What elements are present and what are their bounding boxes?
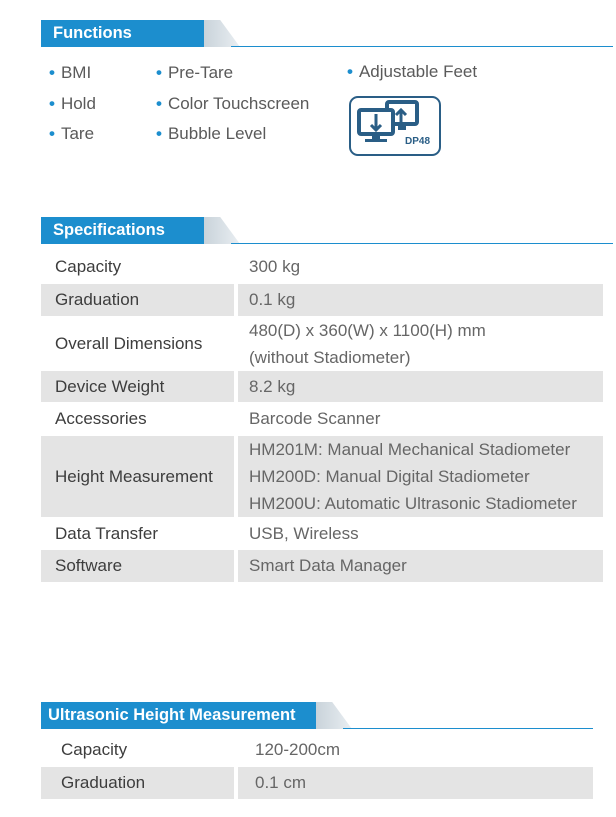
spec-value: Barcode Scanner	[249, 409, 381, 428]
ultrasonic-header	[41, 702, 593, 729]
spec-label: Height Measurement	[41, 436, 234, 517]
spec-value: 8.2 kg	[238, 371, 603, 402]
ultrasonic-row	[41, 767, 593, 799]
spec-row	[41, 250, 603, 283]
bullet-icon: •	[347, 62, 353, 81]
bullet-icon: •	[49, 94, 55, 113]
spec-row	[41, 550, 603, 582]
spec-value	[238, 317, 603, 370]
header-shade	[204, 217, 240, 244]
function-item: • BMI	[49, 63, 92, 82]
function-item: • Pre-Tare	[156, 63, 234, 82]
computer-transfer-icon	[349, 96, 441, 156]
spec-value: 0.1 cm	[238, 767, 593, 799]
bullet-icon: •	[49, 63, 55, 82]
spec-value: 300 kg	[249, 256, 301, 276]
bullet-icon: •	[156, 124, 162, 143]
spec-label: Device Weight	[41, 371, 234, 402]
badge-label: DP48	[405, 136, 431, 147]
ultrasonic-row	[41, 734, 593, 766]
specifications-title: Specifications	[41, 217, 204, 244]
spec-label: Capacity	[61, 740, 128, 759]
spec-value-line: HM200U: Automatic Ultrasonic Stadiometer	[249, 494, 577, 513]
header-shade	[316, 702, 352, 729]
spec-row	[41, 284, 603, 316]
spec-row	[41, 371, 603, 402]
bullet-icon: •	[49, 124, 55, 143]
header-rule	[343, 728, 593, 729]
header-shade	[204, 20, 240, 47]
ultrasonic-title: Ultrasonic Height Measurement	[41, 702, 316, 729]
spec-value: USB, Wireless	[249, 523, 359, 543]
function-item: • Bubble Level	[156, 124, 267, 143]
spec-value-line: HM201M: Manual Mechanical Stadiometer	[249, 440, 571, 459]
spec-row	[41, 403, 603, 435]
spec-label: Accessories	[55, 409, 147, 428]
bullet-icon: •	[156, 94, 162, 113]
spec-row	[41, 518, 603, 549]
spec-value	[238, 436, 603, 517]
functions-title: Functions	[41, 20, 204, 47]
spec-value: 0.1 kg	[238, 284, 603, 316]
function-item: • Tare	[49, 124, 95, 143]
function-item: • Hold	[49, 94, 96, 113]
spec-value-line: 480(D) x 360(W) x 1100(H) mm	[249, 320, 486, 340]
spec-row	[41, 436, 603, 517]
spec-label: Capacity	[55, 256, 122, 276]
specifications-header	[41, 217, 613, 244]
spec-row	[41, 317, 603, 370]
bullet-icon: •	[156, 63, 162, 82]
spec-label: Graduation	[41, 284, 234, 316]
spec-value-line: HM200D: Manual Digital Stadiometer	[249, 467, 530, 486]
function-item: • Color Touchscreen	[156, 94, 310, 113]
spec-value: 120-200cm	[255, 740, 341, 759]
spec-value: Smart Data Manager	[238, 550, 603, 582]
header-rule	[231, 46, 613, 47]
spec-value-line: (without Stadiometer)	[249, 347, 411, 367]
spec-label: Overall Dimensions	[55, 333, 203, 353]
spec-label: Software	[41, 550, 234, 582]
functions-header	[41, 20, 613, 47]
spec-label: Data Transfer	[55, 523, 158, 543]
function-item: • Adjustable Feet	[347, 62, 478, 81]
spec-label: Graduation	[41, 767, 234, 799]
header-rule	[231, 243, 613, 244]
